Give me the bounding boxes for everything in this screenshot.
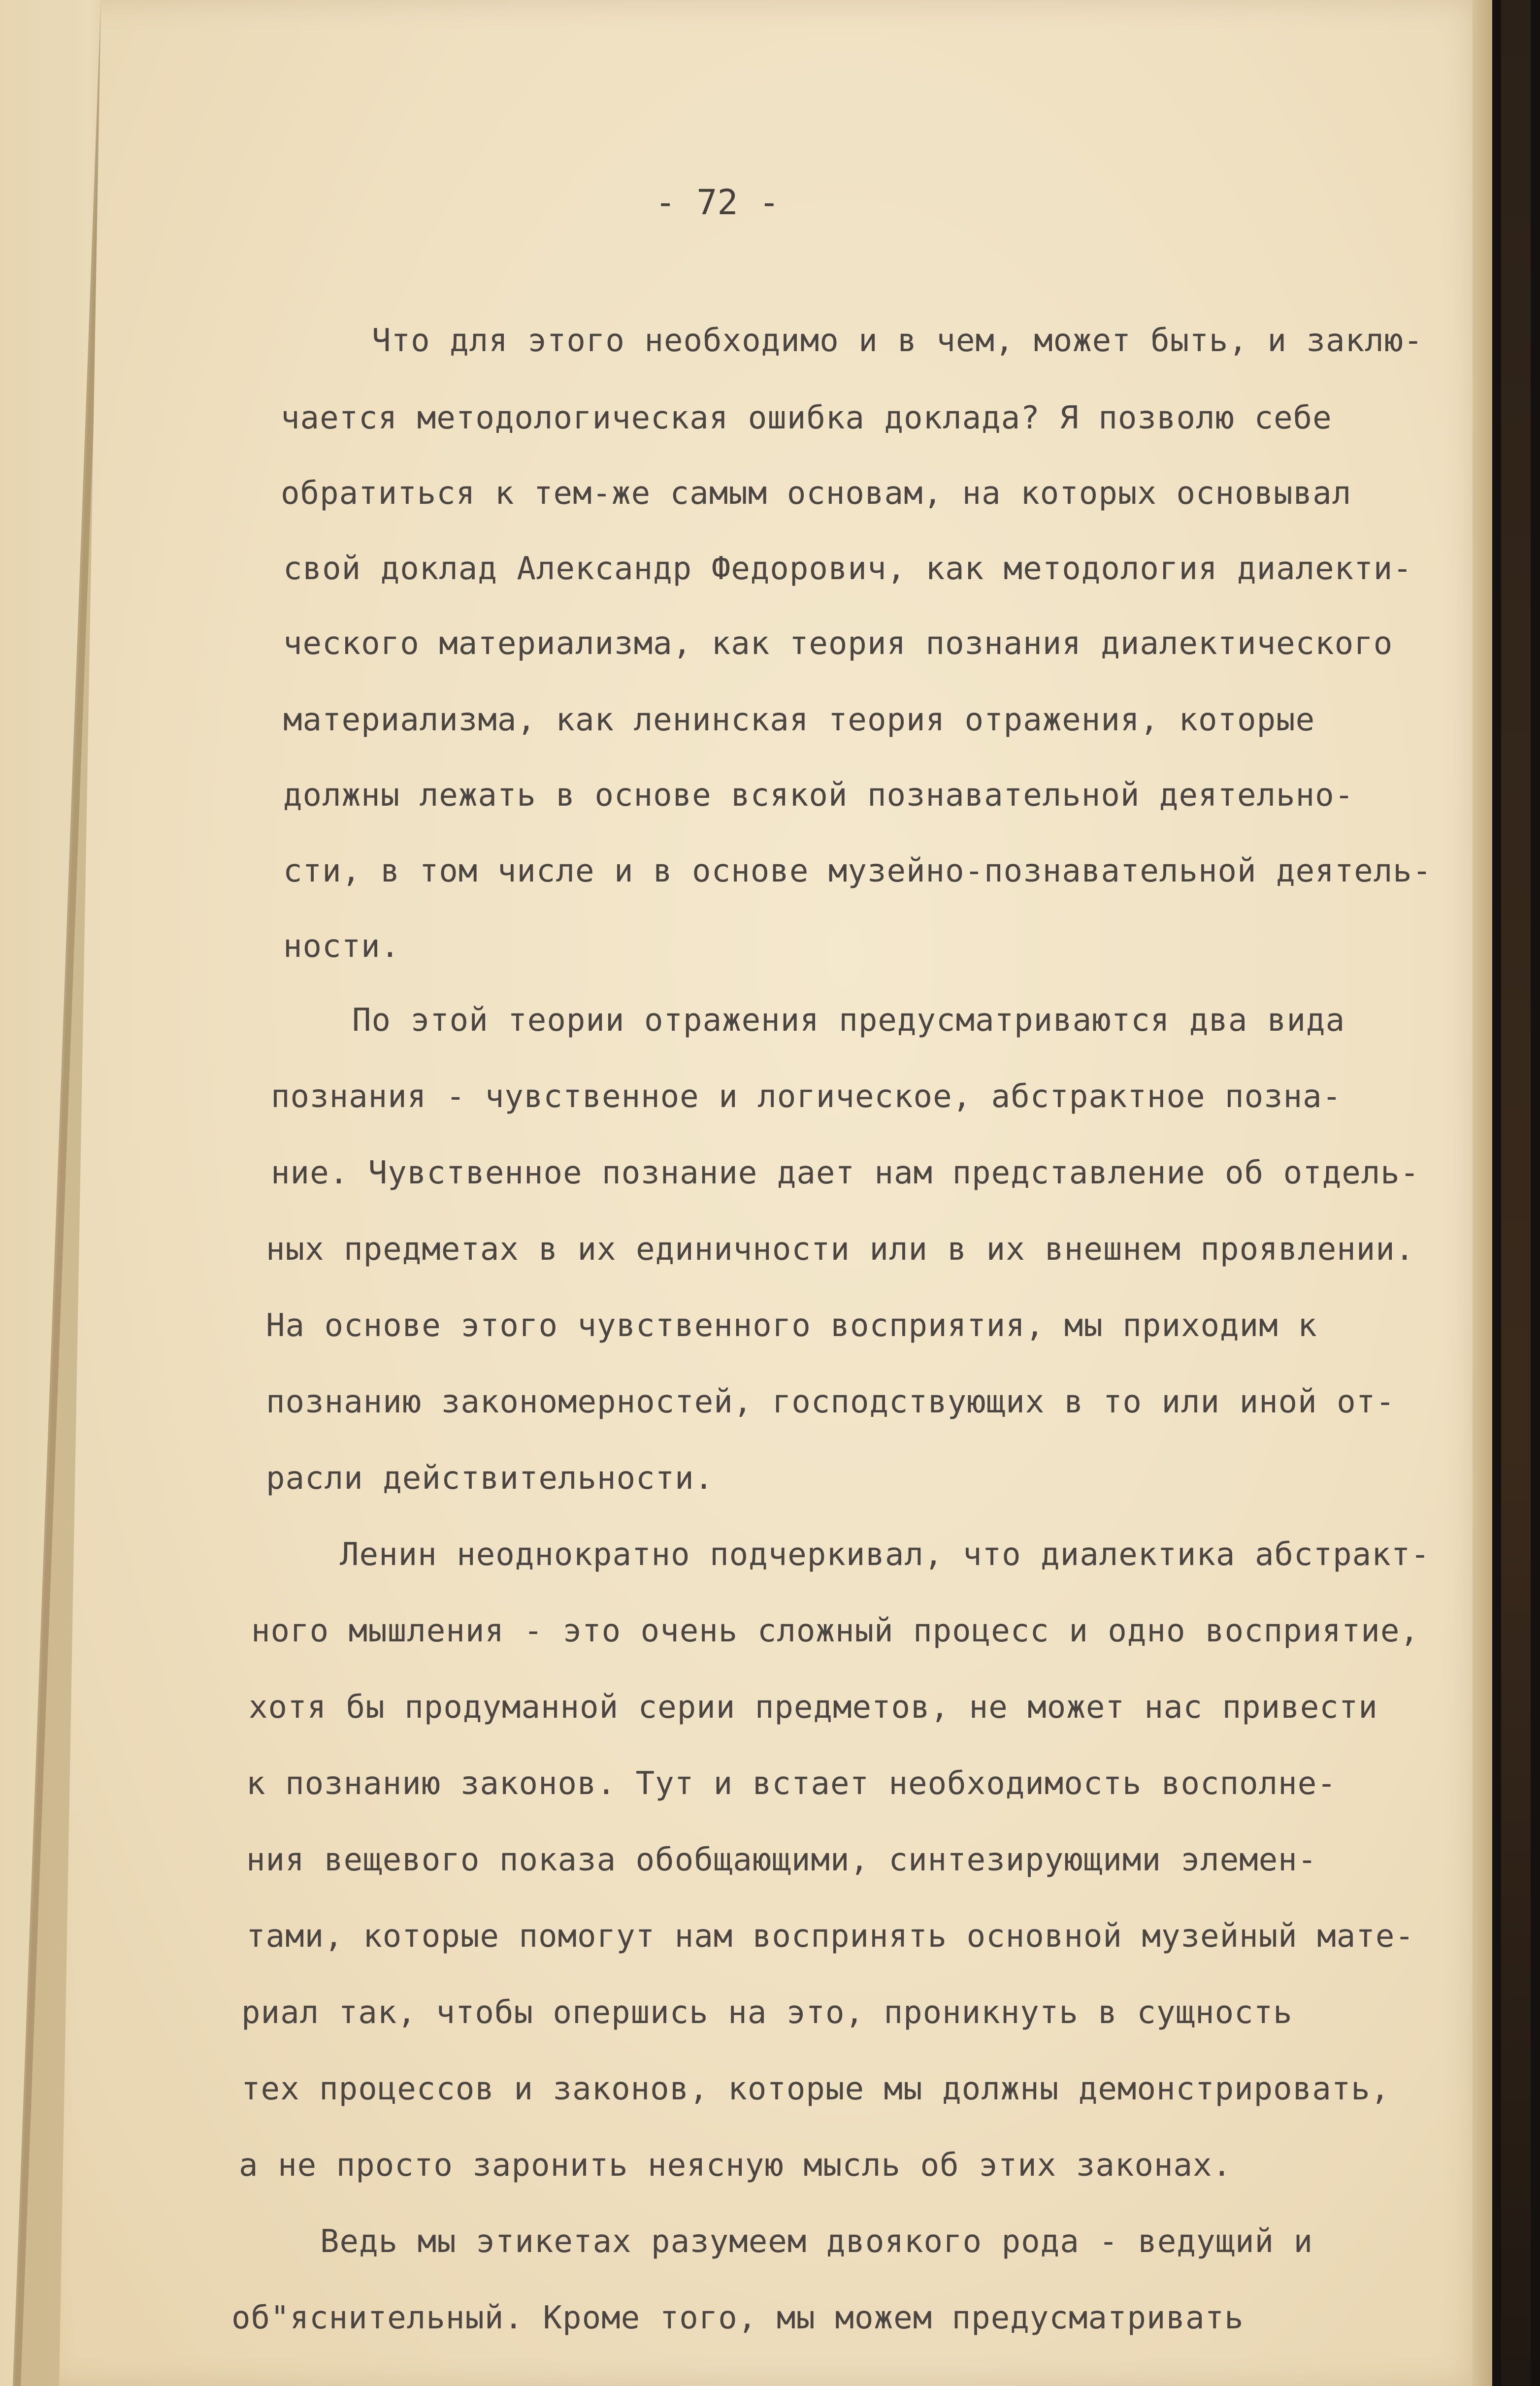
text-line: должны лежать в основе всякой познавательной деятельно- bbox=[283, 777, 1354, 814]
text-line: По этой теории отражения предусматриваются два вида bbox=[352, 1002, 1345, 1039]
text-line: а не просто заронить неясную мысль об этих законах. bbox=[239, 2147, 1232, 2184]
text-line: ние. Чувственное познание дает нам представление об отдель- bbox=[271, 1155, 1420, 1191]
text-line: Ведь мы этикетах разумеем двоякого рода - ведущий и bbox=[320, 2223, 1313, 2260]
text-line: На основе этого чувственного восприятия, мы приходим к bbox=[266, 1307, 1317, 1344]
text-line: ных предметах в их единичности или в их внешнем проявлении. bbox=[266, 1231, 1415, 1268]
text-line: об"яснительный. Кроме того, мы можем предусматривать bbox=[231, 2300, 1244, 2336]
text-line: Ленин неоднократно подчеркивал, что диалектика абстракт- bbox=[340, 1536, 1430, 1573]
text-line: тех процессов и законов, которые мы должны демонстрировать, bbox=[241, 2071, 1390, 2107]
text-line: свой доклад Александр Федорович, как методология диалекти- bbox=[283, 551, 1412, 587]
text-line: риал так, чтобы опершись на это, проникнуть в сущность bbox=[241, 1994, 1293, 2031]
text-line: расли действительности. bbox=[266, 1460, 714, 1497]
text-line: ности. bbox=[283, 928, 400, 965]
text-line: хотя бы продуманной серии предметов, не может нас привести bbox=[249, 1689, 1378, 1726]
text-line: сти, в том числе и в основе музейно-познавательной деятель- bbox=[283, 853, 1432, 889]
text-line: материализма, как ленинская теория отражения, которые bbox=[283, 702, 1315, 738]
scan-border-strip bbox=[1501, 0, 1531, 2386]
text-line: ния вещевого показа обобщающими, синтезирующими элемен- bbox=[246, 1842, 1317, 1878]
text-line: ческого материализма, как теория познания диалектического bbox=[283, 625, 1393, 662]
page-edge bbox=[1473, 0, 1492, 2386]
text-line: тами, которые помогут нам воспринять основной музейный мате- bbox=[246, 1918, 1414, 1955]
text-line: Что для этого необходимо и в чем, может быть, и заклю- bbox=[372, 323, 1423, 359]
text-line: чается методологическая ошибка доклада? Я позволю себе bbox=[281, 400, 1332, 436]
page-number: - 72 - bbox=[655, 182, 780, 223]
text-line: ного мышления - это очень сложный процесс и одно восприятие, bbox=[251, 1613, 1419, 1649]
text-line: обратиться к тем-же самым основам, на которых основывал bbox=[281, 475, 1352, 512]
text-line: познанию закономерностей, господствующих в то или иной от- bbox=[266, 1384, 1395, 1420]
text-line: познания - чувственное и логическое, абстрактное позна- bbox=[271, 1079, 1342, 1115]
text-line: к познанию законов. Тут и встает необходимость восполне- bbox=[246, 1765, 1337, 1802]
